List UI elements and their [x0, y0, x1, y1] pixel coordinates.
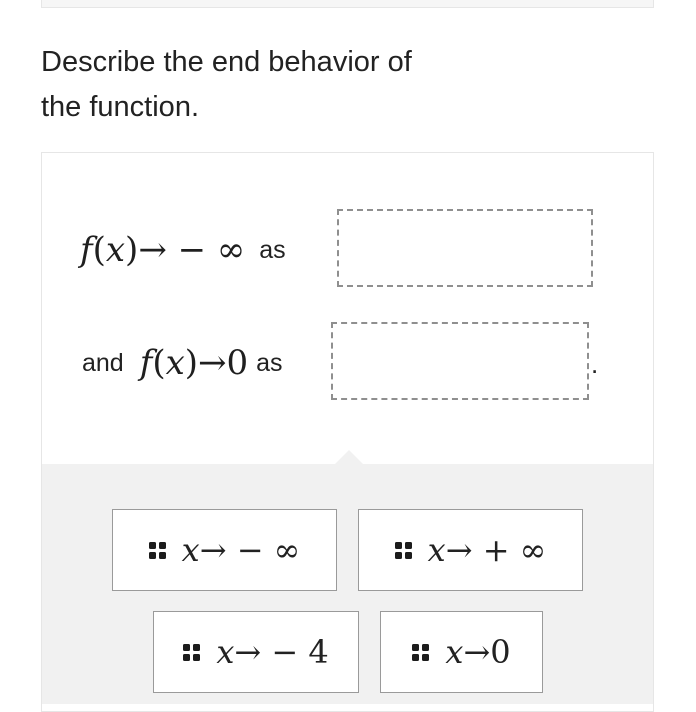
- function-expression-1: f(x)→ − ∞: [80, 230, 246, 270]
- choice-tile-x-to-0[interactable]: [380, 611, 543, 693]
- drop-zone-1[interactable]: [337, 209, 593, 287]
- statement-row-1: [80, 225, 296, 275]
- as-label-1: as: [259, 235, 286, 264]
- drag-handle-icon: [149, 542, 166, 559]
- prompt-line-2: the function.: [41, 91, 199, 123]
- function-expression-2: f(x)→0: [139, 343, 249, 383]
- drop-zone-2[interactable]: [331, 322, 589, 400]
- choice-tile-x-to-neg-4[interactable]: [153, 611, 359, 693]
- choice-expression: x→ − 4: [216, 633, 329, 671]
- drag-handle-icon: [395, 542, 412, 559]
- as-label-2: as: [256, 348, 283, 377]
- statement-row-2: [82, 338, 283, 388]
- choice-expression: x→ + ∞: [427, 531, 547, 569]
- tray-notch: [334, 450, 364, 465]
- question-prompt: [41, 40, 501, 130]
- and-label: and: [82, 348, 124, 377]
- drag-handle-icon: [183, 644, 200, 661]
- choice-tile-x-to-pos-infinity[interactable]: [358, 509, 583, 591]
- previous-card-edge: [41, 0, 654, 8]
- choice-expression: x→ − ∞: [181, 531, 301, 569]
- choice-tile-x-to-neg-infinity[interactable]: [112, 509, 337, 591]
- choice-expression: x→0: [445, 633, 511, 671]
- sentence-period: .: [591, 349, 599, 379]
- drag-handle-icon: [412, 644, 429, 661]
- prompt-line-1: Describe the end behavior of: [41, 46, 412, 78]
